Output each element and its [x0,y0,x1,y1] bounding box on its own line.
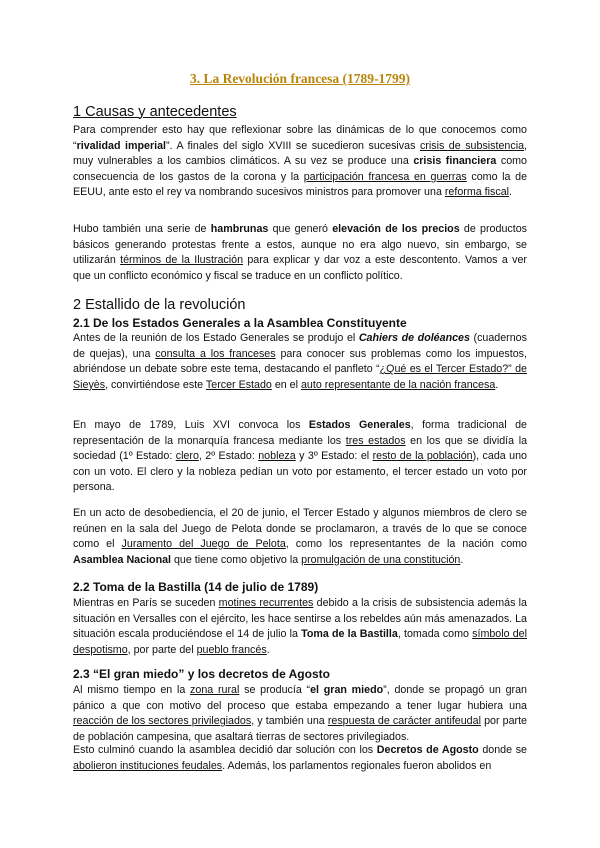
section-2-1-paragraph-1: Antes de la reunión de los Estado Generales se produjo el Cahiers de doléances (cuadernos de quejas), una consulta a los franceses para conocer sus problemas como los impuestos, abriéndose un debate sobre este tema, destacando el panfleto “¿Qué es el Tercer Estado?” de Sieyès, convirtiéndose este Tercer Estado en el auto representante de la nación francesa. [73,332,527,391]
section-1-paragraph-2: Hubo también una serie de hambrunas que generó elevación de los precios de productos básicos generando protestas frente a estos, aunque no era algo nuevo, sin embargo, se utilizarán términos de la Ilustración para explicar y dar voz a este descontento. Vamos a ver que un conflicto económico y fiscal se traduce en un conflicto político. [73,223,527,282]
section-2-heading: 2 Estallido de la revolución [73,297,246,313]
section-1-paragraph-1: Para comprender esto hay que reflexionar sobre las dinámicas de lo que conocemos como “rivalidad imperial”. A finales del siglo XVIII se sucedieron sucesivas crisis de subsistencia, muy vulnerables a los cambios climáticos. A su vez se produce una crisis financiera como consecuencia de los gastos de la corona y la participación francesa en guerras como la de EEUU, ante esto el rey va nombrando sucesivos ministros para promover una reforma fiscal. [73,124,528,199]
section-2-1-paragraph-2: En mayo de 1789, Luis XVI convoca los Estados Generales, forma tradicional de representación de la monarquía francesa mediante los tres estados en los que se dividía la sociedad (1º Estado: clero, 2º Estado: nobleza y 3º Estado: el resto de la población), cada uno con un voto. El clero y la nobleza pedían un voto por estamento, el tercer estado un voto por persona. [73,419,528,494]
section-1-heading: 1 Causas y antecedentes [73,104,237,120]
section-2-3-paragraph-1: Al mismo tiempo en la zona rural se producía “el gran miedo”, donde se propagó un gran pánico a que con motivo del proceso que estaba empezando a tener lugar hubiera una reacción de los sectores privilegiados, y también una respuesta de carácter antifeudal por parte de población campesina, que asaltará tierras de sectores privilegiados. [73,684,527,743]
section-2-3-paragraph-2: Esto culminó cuando la asamblea decidió dar solución con los Decretos de Agosto donde se abolieron instituciones feudales. Además, los parlamentos regionales fueron abolidos en [73,744,527,772]
section-2-3-heading: 2.3 “El gran miedo” y los decretos de Agosto [73,667,330,681]
section-2-1-heading: 2.1 De los Estados Generales a la Asamblea Constituyente [73,316,407,330]
section-2-2-paragraph-1: Mientras en París se suceden motines recurrentes debido a la crisis de subsistencia además la situación en Versalles con el ejército, les hace sentirse a los rebeldes aún más amenazados. La situación escala produciéndose el 14 de julio la Toma de la Bastilla, tomada como símbolo del despotismo, por parte del pueblo francés. [73,597,527,656]
section-2-2-heading: 2.2 Toma de la Bastilla (14 de julio de 1789) [73,580,319,594]
document-title: 3. La Revolución francesa (1789-1799) [189,71,411,86]
section-2-1-paragraph-3: En un acto de desobediencia, el 20 de junio, el Tercer Estado y algunos miembros de clero se reúnen en la sala del Juego de Pelota donde se proclamaron, a través de lo que se conoce como el Juramento del Juego de Pelota, como los representantes de la nación como Asamblea Nacional que tiene como objetivo la promulgación de una constitución. [73,507,527,566]
